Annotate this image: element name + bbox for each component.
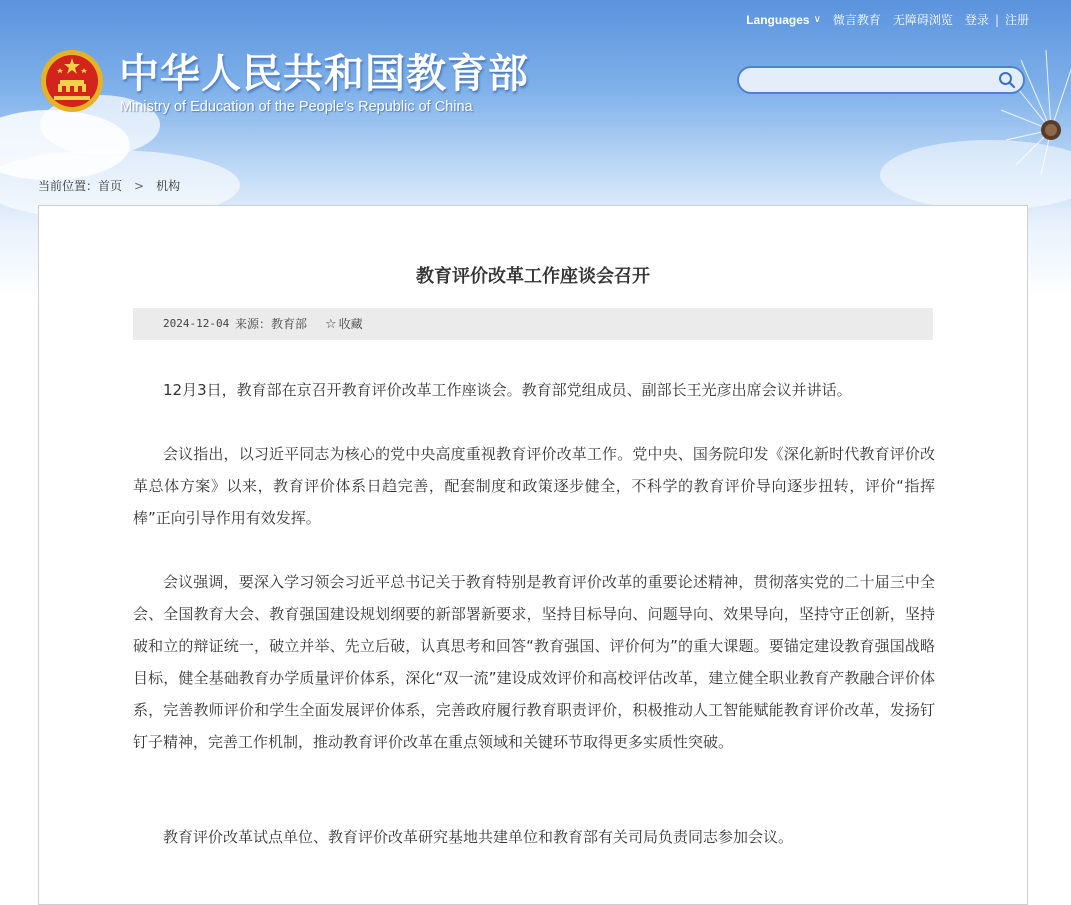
chevron-down-icon[interactable]: ∨ bbox=[813, 14, 821, 25]
breadcrumb-arrow-icon: > bbox=[134, 179, 145, 193]
source-label: 来源： bbox=[235, 317, 272, 331]
register-link[interactable]: 注册 bbox=[1004, 13, 1029, 27]
article-container bbox=[38, 205, 1028, 905]
accessibility-link[interactable]: 无障碍浏览 bbox=[892, 13, 953, 27]
favorite-button[interactable] bbox=[325, 308, 363, 341]
top-navigation bbox=[746, 11, 1029, 28]
star-icon[interactable]: ☆ bbox=[325, 317, 337, 332]
search-icon[interactable] bbox=[998, 71, 1016, 89]
breadcrumb-home-link[interactable]: 首页 bbox=[98, 179, 123, 193]
login-link[interactable]: 登录 bbox=[964, 13, 989, 27]
search-input[interactable] bbox=[751, 71, 995, 91]
breadcrumb bbox=[38, 177, 180, 194]
article-date: 2024-12-04 bbox=[163, 317, 230, 330]
national-emblem-icon bbox=[40, 49, 104, 113]
dandelion-decoration bbox=[991, 40, 1071, 180]
article-paragraph: 会议指出，以习近平同志为核心的党中央高度重视教育评价改革工作。党中央、国务院印发《深化新时代教育评价改革总体方案》以来，教育评价体系日趋完善，配套制度和政策逐步健全，不科学的教育评价导向逐步扭转，评价“指挥棒”正向引导作用有效发挥。 bbox=[133, 445, 935, 527]
breadcrumb-label: 当前位置： bbox=[38, 179, 99, 193]
article-source: 教育部 bbox=[271, 317, 308, 331]
languages-dropdown[interactable]: Languages bbox=[746, 12, 810, 27]
breadcrumb-current-link[interactable]: 机构 bbox=[156, 179, 181, 193]
article-meta-bar bbox=[133, 308, 933, 340]
weibo-link[interactable]: 微言教育 bbox=[832, 13, 881, 27]
search-box bbox=[737, 66, 1025, 94]
site-title-cn[interactable]: 中华人民共和国教育部 bbox=[119, 51, 529, 97]
favorite-label[interactable]: 收藏 bbox=[338, 317, 363, 331]
article-paragraph: 会议强调，要深入学习领会习近平总书记关于教育特别是教育评价改革的重要论述精神，贯彻落实党的二十届三中全会、全国教育大会、教育强国建设规划纲要的新部署新要求，坚持目标导向、问题导向、效果导向，坚持守正创新，坚持破和立的辩证统一，破立并举、先立后破，认真思考和回答“教育强国、评价何为”的重大课题。要锚定建设教育强国战略目标，健全基础教育办学质量评价体系，深化“双一流”建设成效评价和高校评估改革，建立健全职业教育产教融合评价体系，完善教师评价和学生全面发展评价体系，完善政府履行教育职责评价，积极推动人工智能赋能教育评价改革，发扬钉钉子精神，完善工作机制，推动教育评价改革在重点领域和关键环节取得更多实质性突破。 bbox=[133, 573, 935, 751]
site-title-en[interactable]: Ministry of Education of the People's Republic of China bbox=[120, 99, 473, 115]
article-paragraph: 12月3日，教育部在京召开教育评价改革工作座谈会。教育部党组成员、副部长王光彦出席会议并讲话。 bbox=[163, 381, 852, 399]
article-paragraph: 教育评价改革试点单位、教育评价改革研究基地共建单位和教育部有关司局负责同志参加会议。 bbox=[163, 828, 794, 846]
nav-separator: | bbox=[994, 12, 999, 27]
article-title: 教育评价改革工作座谈会召开 bbox=[416, 266, 650, 287]
